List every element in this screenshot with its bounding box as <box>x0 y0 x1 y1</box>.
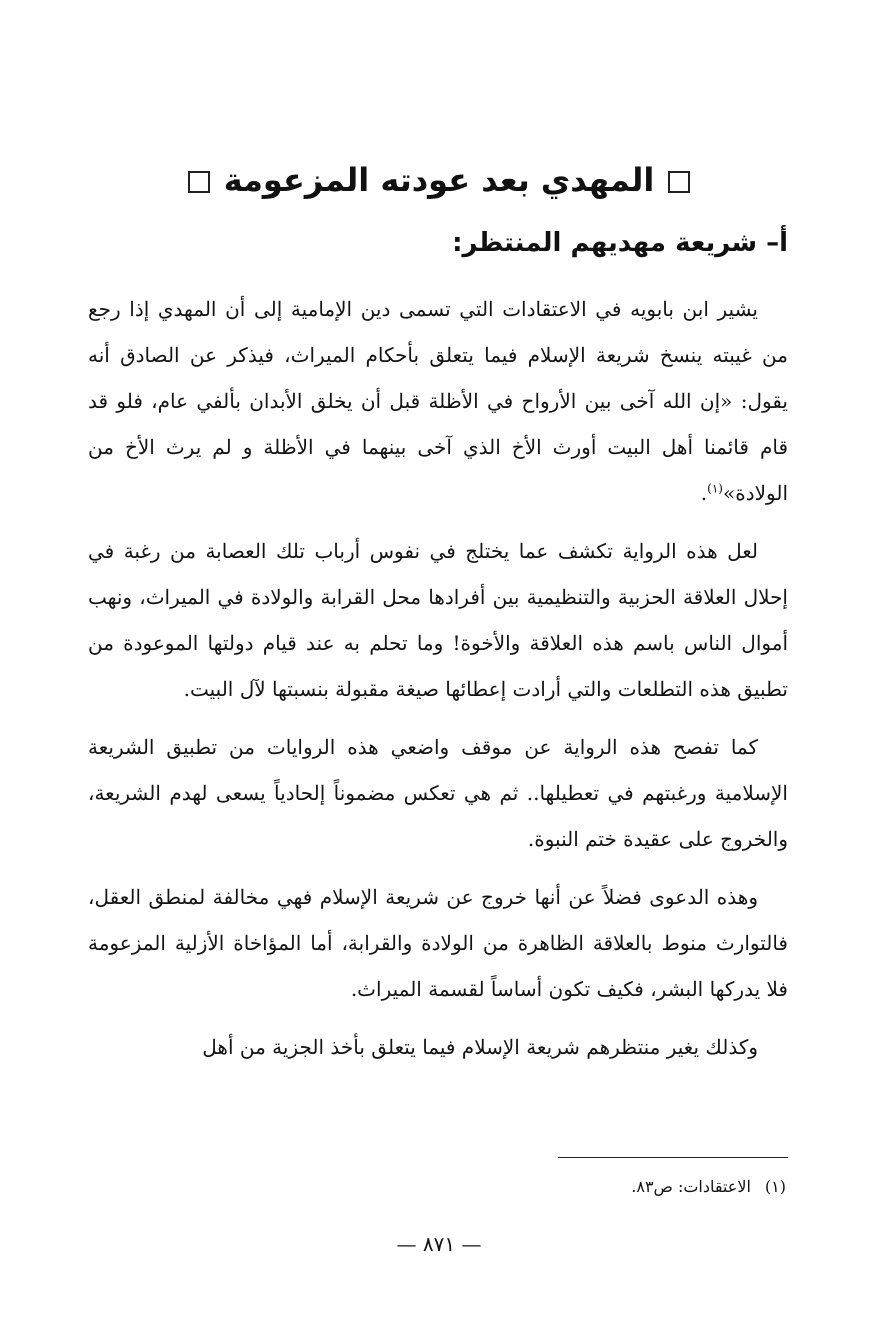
paragraph: وهذه الدعوى فضلاً عن أنها خروج عن شريعة الإسلام فهي مخالفة لمنطق العقل، فالتوارث منوط بالعلاقة الظاهرة من الولادة والقرابة، أما المؤاخاة الأزلية المزعومة فلا يدركها البشر، فكيف تكون أساساً لقسمة الميراث. <box>88 885 788 1001</box>
footnote-reference: (١) <box>707 481 723 496</box>
footnote-number: (١) <box>764 1177 786 1196</box>
footnote <box>631 1172 786 1202</box>
paragraph: كما تفصح هذه الرواية عن موقف واضعي هذه الروايات من تطبيق الشريعة الإسلامية ورغبتهم في تعطيلها.. ثم هي تعكس مضموناً إلحادياً يسعى لهدم الشريعة، والخروج على عقيدة ختم النبوة. <box>88 735 788 851</box>
chapter-title <box>0 152 878 208</box>
page-number: — ٨٧١ — <box>396 1232 482 1256</box>
paragraph: لعل هذه الرواية تكشف عما يختلج في نفوس أرباب تلك العصابة من رغبة في إحلال العلاقة الحزبية والتنظيمية بين أفرادها محل القرابة والولادة في الميراث، ونهب أموال الناس باسم هذه العلاقة والأخوة! وما تحلم به عند قيام دولتها الموعودة من تطبيق هذه التطلعات والتي أرادت إعطائها صيغة مقبولة بنسبتها لآل البيت. <box>88 539 789 701</box>
footnote-divider <box>558 1157 788 1158</box>
square-ornament-icon <box>668 171 690 193</box>
chapter-title-text: المهدي بعد عودته المزعومة <box>223 161 655 199</box>
square-ornament-icon <box>188 171 210 193</box>
paragraph: وكذلك يغير منتظرهم شريعة الإسلام فيما يتعلق بأخذ الجزية من أهل <box>202 1035 758 1059</box>
footnote-text: الاعتقادات: ص٨٣. <box>631 1177 751 1196</box>
paragraph: يشير ابن بابويه في الاعتقادات التي تسمى دين الإمامية إلى أن المهدي إذا رجع من غيبته ينسخ شريعة الإسلام فيما يتعلق بأحكام الميراث، فيذكر عن الصادق أنه يقول: «إن الله آخى بين الأرواح في الأظلة قبل أن يخلق الأبدان بألفي عام، فلو قد قام قائمنا أهل البيت أورث الأخ الذي آخى بينهما في الأظلة و لم يرث الأخ من الولادة»$^{(١)}$. <box>88 297 788 505</box>
section-heading: أ– شريعة مهديهم المنتظر: <box>452 228 788 258</box>
body-text <box>88 286 788 1082</box>
